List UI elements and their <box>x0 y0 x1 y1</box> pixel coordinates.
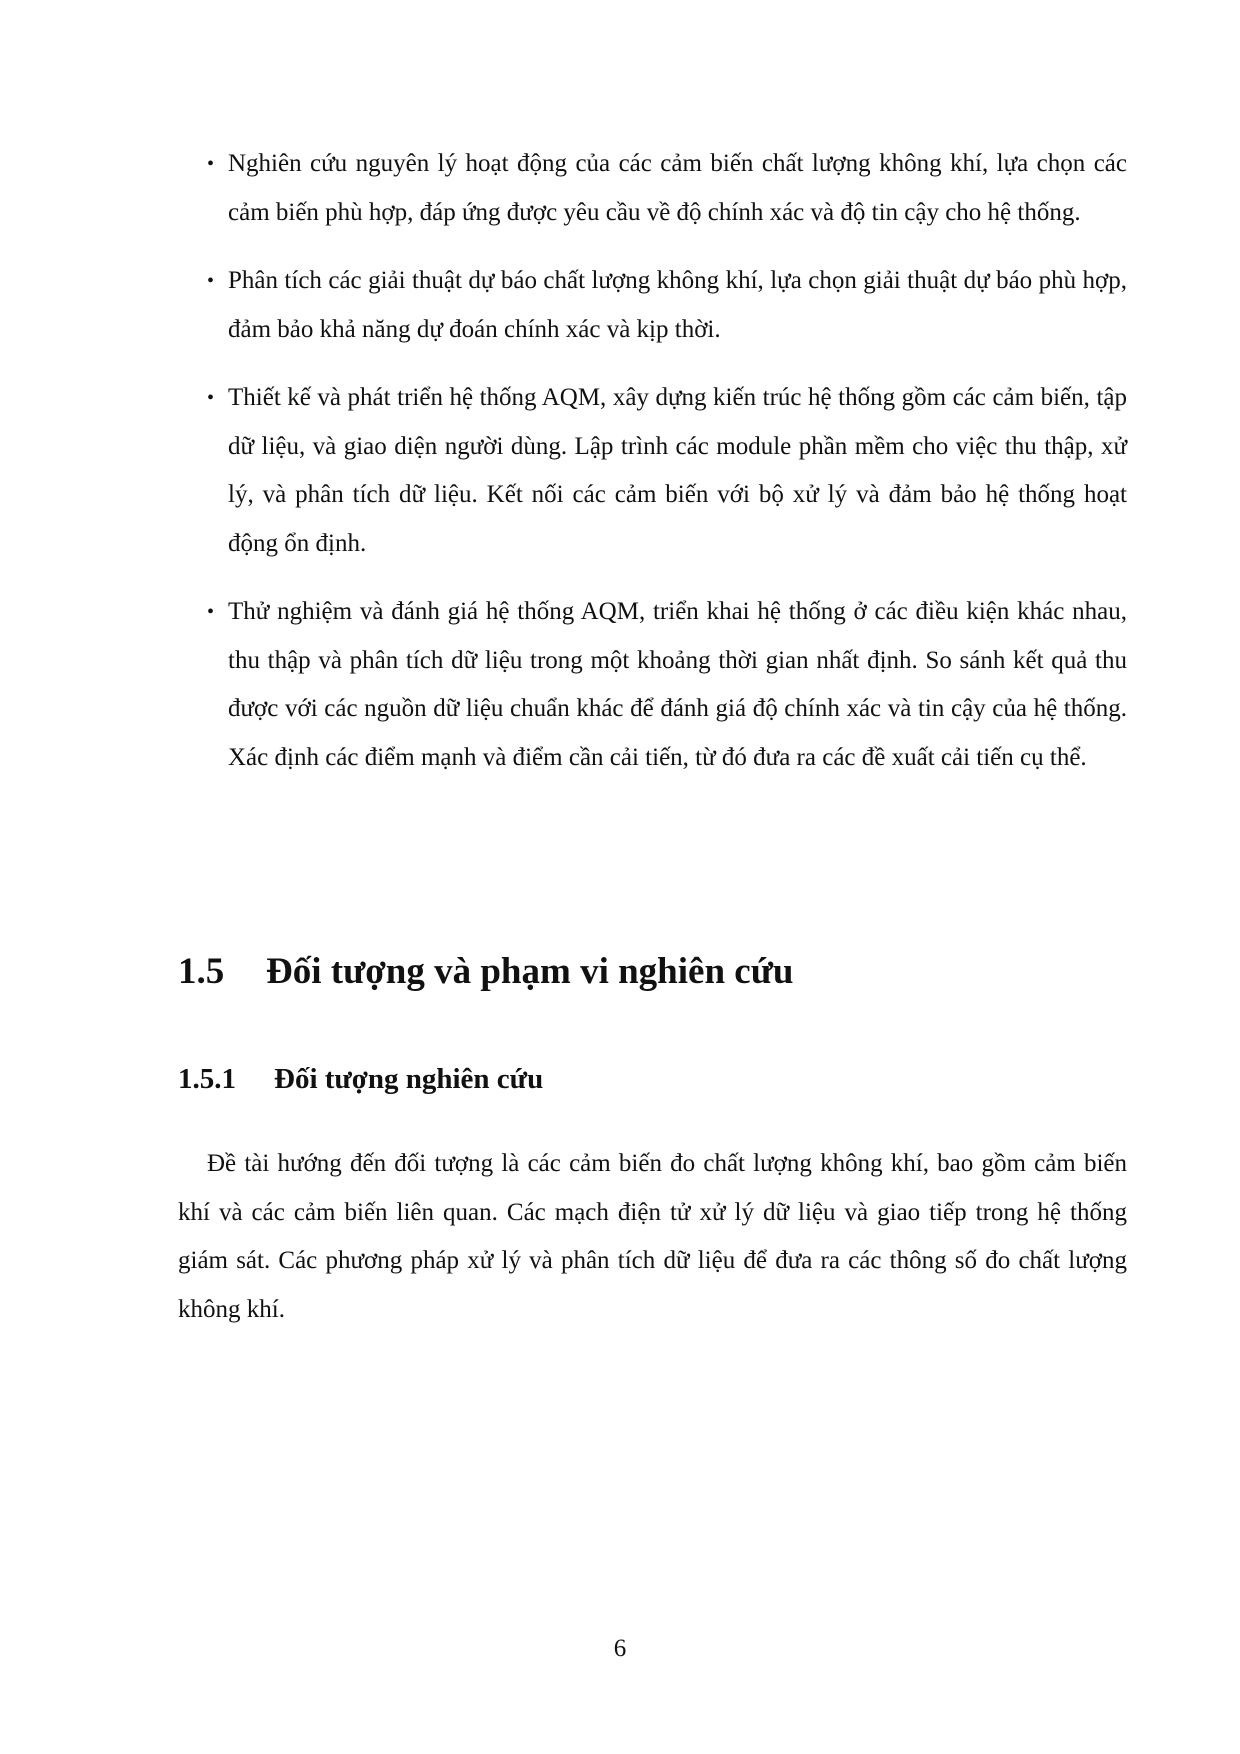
page-number: 6 <box>613 1635 627 1662</box>
bullet-text: Nghiên cứu nguyên lý hoạt động của các cảm biến chất lượng không khí, lựa chọn các cảm biến phù hợp, đáp ứng được yêu cầu về độ chính xác và độ tin cậy cho hệ thống. <box>228 150 1127 226</box>
subsection-title: Đối tượng nghiên cứu <box>274 1063 544 1095</box>
section-title: Đối tượng và phạm vi nghiên cứu <box>266 951 794 992</box>
bullet-text: Thử nghiệm và đánh giá hệ thống AQM, triển khai hệ thống ở các điều kiện khác nhau, thu thập và phân tích dữ liệu trong một khoảng thời gian nhất định. So sánh kết quả thu được với các nguồn dữ liệu chuẩn khác để đánh giá độ chính xác và tin cậy của hệ thống. Xác định các điểm mạnh và điểm cần cải tiến, từ đó đưa ra các đề xuất cải tiến cụ thể. <box>228 598 1127 771</box>
bullet-icon: • <box>207 601 215 623</box>
bullet-item <box>207 588 1127 782</box>
bullet-icon: • <box>207 153 215 175</box>
section-number: 1.5 <box>178 951 225 992</box>
bullet-icon: • <box>207 270 215 292</box>
body-paragraph: Đề tài hướng đến đối tượng là các cảm biến đo chất lượng không khí, bao gồm cảm biến khí và các cảm biến liên quan. Các mạch điện tử xử lý dữ liệu và giao tiếp trong hệ thống giám sát. Các phương pháp xử lý và phân tích dữ liệu để đưa ra các thông số đo chất lượng không khí. <box>178 1150 1127 1323</box>
bullet-text: Phân tích các giải thuật dự báo chất lượng không khí, lựa chọn giải thuật dự báo phù hợp, đảm bảo khả năng dự đoán chính xác và kịp thời. <box>228 267 1127 343</box>
objectives-bullet-list <box>207 140 1127 802</box>
bullet-text: Thiết kế và phát triển hệ thống AQM, xây dựng kiến trúc hệ thống gồm các cảm biến, tập dữ liệu, và giao diện người dùng. Lập trình các module phần mềm cho việc thu thập, xử lý, và phân tích dữ liệu. Kết nối các cảm biến với bộ xử lý và đảm bảo hệ thống hoạt động ổn định. <box>228 384 1127 557</box>
section-heading <box>178 950 794 993</box>
bullet-item <box>207 257 1127 354</box>
subsection-heading <box>178 1063 543 1096</box>
bullet-item <box>207 374 1127 568</box>
subsection-number: 1.5.1 <box>178 1063 236 1095</box>
bullet-item <box>207 140 1127 237</box>
bullet-icon: • <box>207 387 215 409</box>
